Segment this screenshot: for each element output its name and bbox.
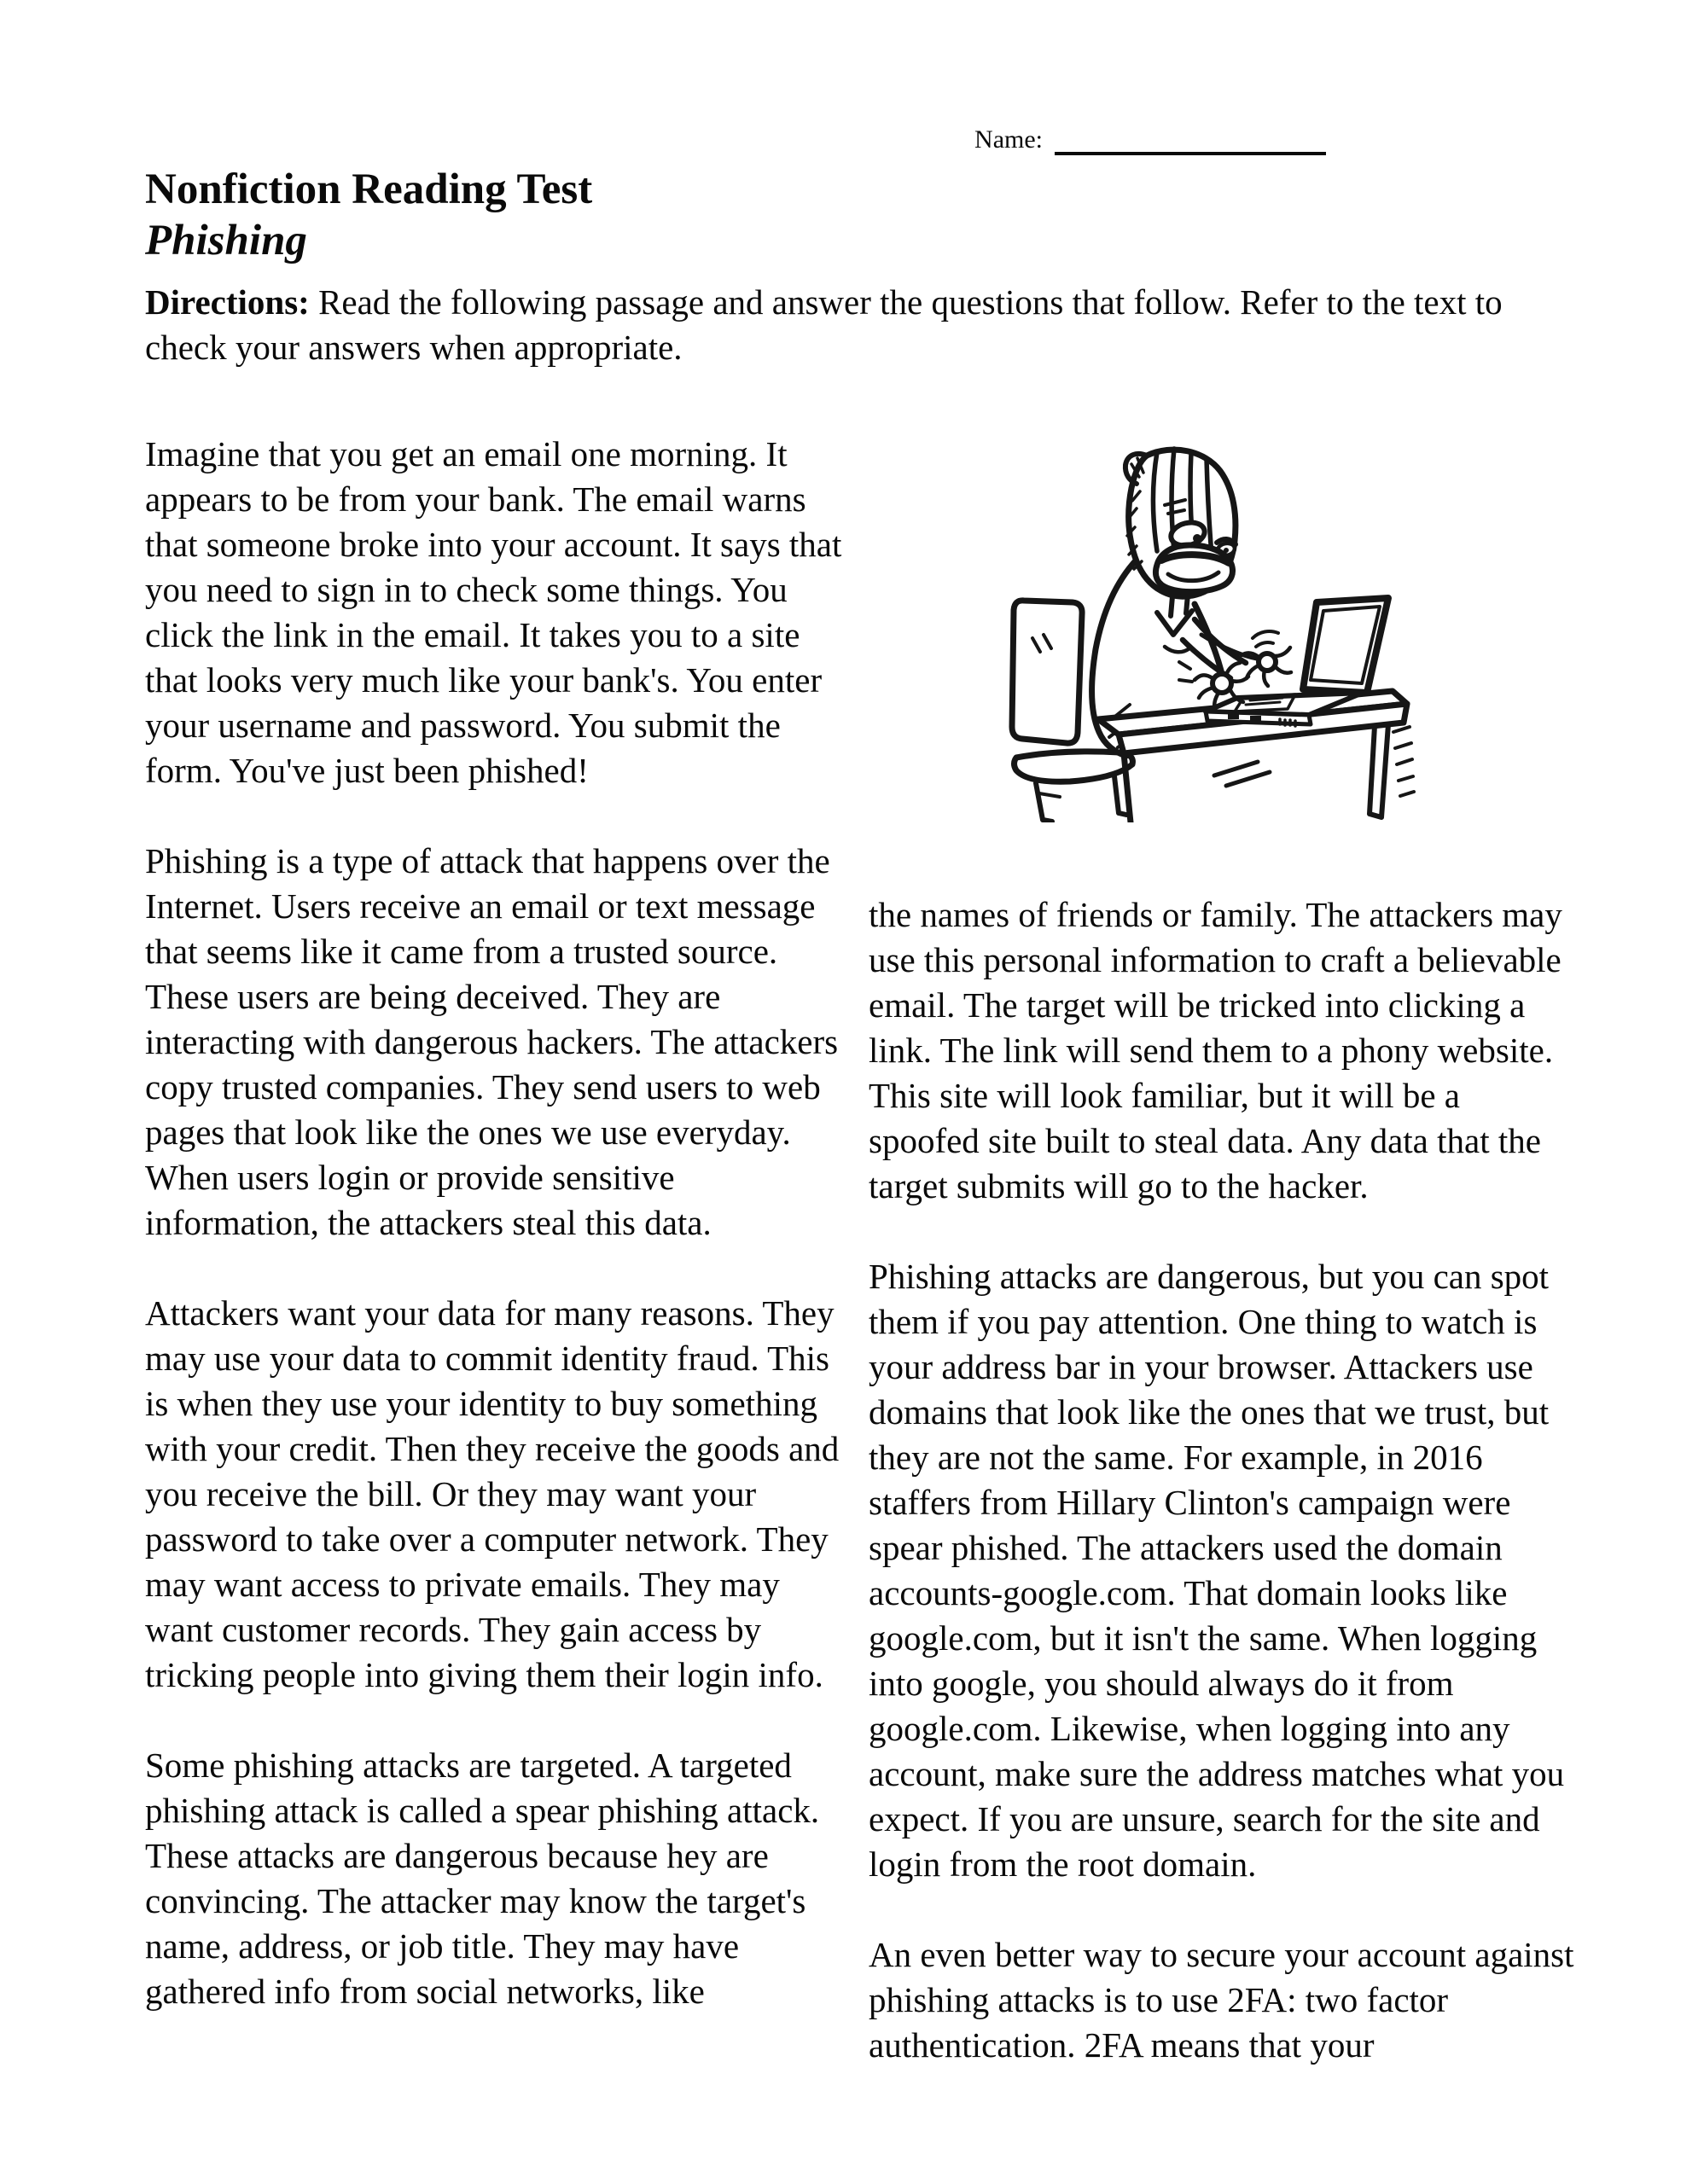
name-blank-line bbox=[1055, 123, 1326, 155]
directions-text: Read the following passage and answer the questions that follow. Refer to the text to check your answers when appropriate. bbox=[145, 282, 1503, 367]
arms bbox=[1183, 619, 1257, 678]
passage-columns bbox=[145, 432, 1575, 2113]
passage-left-column bbox=[145, 432, 852, 2113]
passage-paragraph: Imagine that you get an email one morning. It appears to be from your bank. The email warns that someone broke into your account. It says that you need to sign in to check some things. You click the link in the email. It takes you to a site that looks very much like your bank's. You enter your username and password. You submit the form. You've just been phished! bbox=[145, 434, 842, 790]
chair-icon bbox=[1012, 601, 1132, 822]
passage-paragraph: Phishing is a type of attack that happens over the Internet. Users receive an email or text message that seems like it came from a trusted source. These users are being deceived. They are interacting with dangerous hackers. The attackers copy trusted companies. They send users to web pages that look like the ones we use everyday. When users login or provide sensitive information, the attackers steal this data. bbox=[145, 841, 839, 1242]
page-title: Nonfiction Reading Test bbox=[145, 166, 593, 213]
passage-paragraph: Attackers want your data for many reasons. They may use your data to commit identity fraud. This is when they use your identity to buy something with your credit. Then they receive the goods and you receive the bill. Or they may want your password to take over a computer network. They may want access to private emails. They may want customer records. They gain access by tricking people into giving them their login info. bbox=[145, 1293, 840, 1694]
masked-hacker-laptop-illustration bbox=[990, 432, 1455, 822]
directions bbox=[145, 280, 1575, 370]
passage-paragraph: the names of friends or family. The attackers may use this personal information to craft a believable email. The target will be tricked into clicking a link. The link will send them to a phony website. This site will look familiar, but it will be a spoofed site built to steal data. Any data that the target submits will go to the hacker. bbox=[869, 895, 1562, 1205]
directions-label: Directions: bbox=[145, 282, 310, 322]
name-label: Name: bbox=[974, 125, 1043, 154]
passage-paragraph: Phishing attacks are dangerous, but you can spot them if you pay attention. One thing to watch is your address bar in your browser. Attackers use domains that look like the ones that we trust, but they are not the same. For example, in 2016 staffers from Hillary Clinton's campaign were spear phished. The attackers used the domain accounts-google.com. That domain looks like google.com, but it isn't the same. When logging into google, you should always do it from google.com. Likewise, when logging into any account, make sure the address matches what you expect. If you are unsure, search for the site and login from the root domain. bbox=[869, 1257, 1565, 1884]
page-subtitle: Phishing bbox=[145, 217, 307, 264]
passage-right-column bbox=[869, 432, 1575, 2113]
worksheet-page bbox=[145, 118, 1575, 2113]
name-row bbox=[145, 118, 1575, 155]
passage-paragraph: Some phishing attacks are targeted. A targeted phishing attack is called a spear phishing attack. These attacks are dangerous because hey are convincing. The attacker may know the target's name, address, or job title. They may have gathered info from social networks, like bbox=[145, 1745, 820, 2011]
hacker-illustration bbox=[990, 432, 1455, 822]
passage-paragraph: An even better way to secure your account against phishing attacks is to use 2FA: two factor authentication. 2FA means that your bbox=[869, 1935, 1574, 2065]
